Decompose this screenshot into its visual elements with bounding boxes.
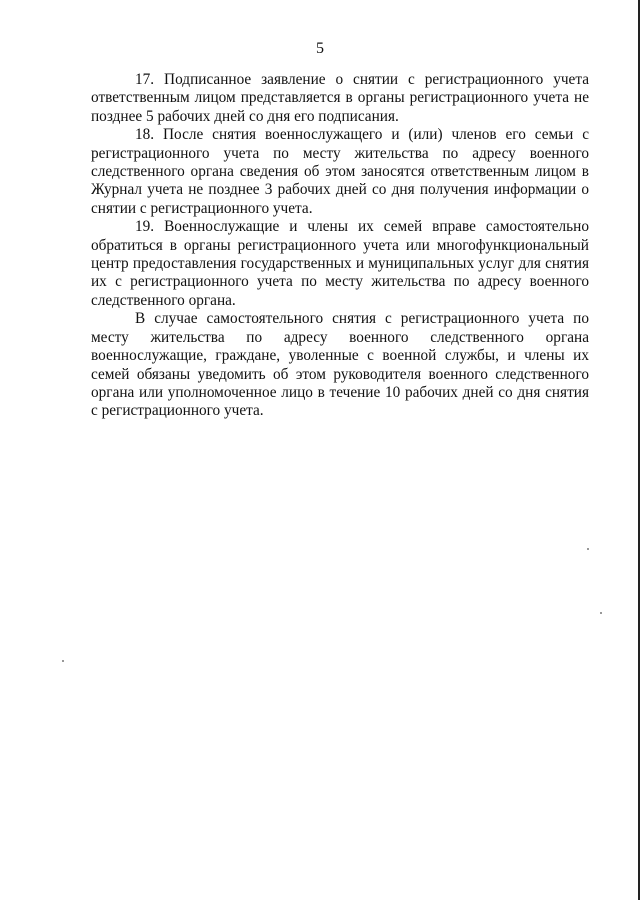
scan-speck [62,660,64,662]
scan-speck [587,548,589,550]
page-number: 5 [316,40,324,57]
paragraph-19: 19. Военнослужащие и члены их семей вправе самостоятельно обратиться в органы регистрационного учета или многофункциональный центр предоставления государственных и муниципальных услуг для снятия их с регистрационного учета по месту жительства по адресу военного следственного органа. [91,218,589,309]
paragraph-17: 17. Подписанное заявление о снятии с регистрационного учета ответственным лицом представляется в органы регистрационного учета не позднее 5 рабочих дней со дня его подписания. [91,71,589,125]
paragraph-18: 18. После снятия военнослужащего и (или) членов его семьи с регистрационного учета по месту жительства по адресу военного следственного органа сведения об этом заносятся ответственным лицом в Журнал учета не позднее 3 рабочих дней со дня получения информации о снятии с регистрационного учета. [91,126,589,217]
scan-speck [600,612,602,614]
paragraph-self-deregistration: В случае самостоятельного снятия с регистрационного учета по месту жительства по адресу военного следственного органа военнослужащие, граждане, уволенные с военной службы, и члены их семей обязаны уведомить об этом руководителя военного следственного органа или уполномоченное лицо в течение 10 рабочих дней со дня снятия с регистрационного учета. [91,310,589,420]
document-body [91,71,589,421]
